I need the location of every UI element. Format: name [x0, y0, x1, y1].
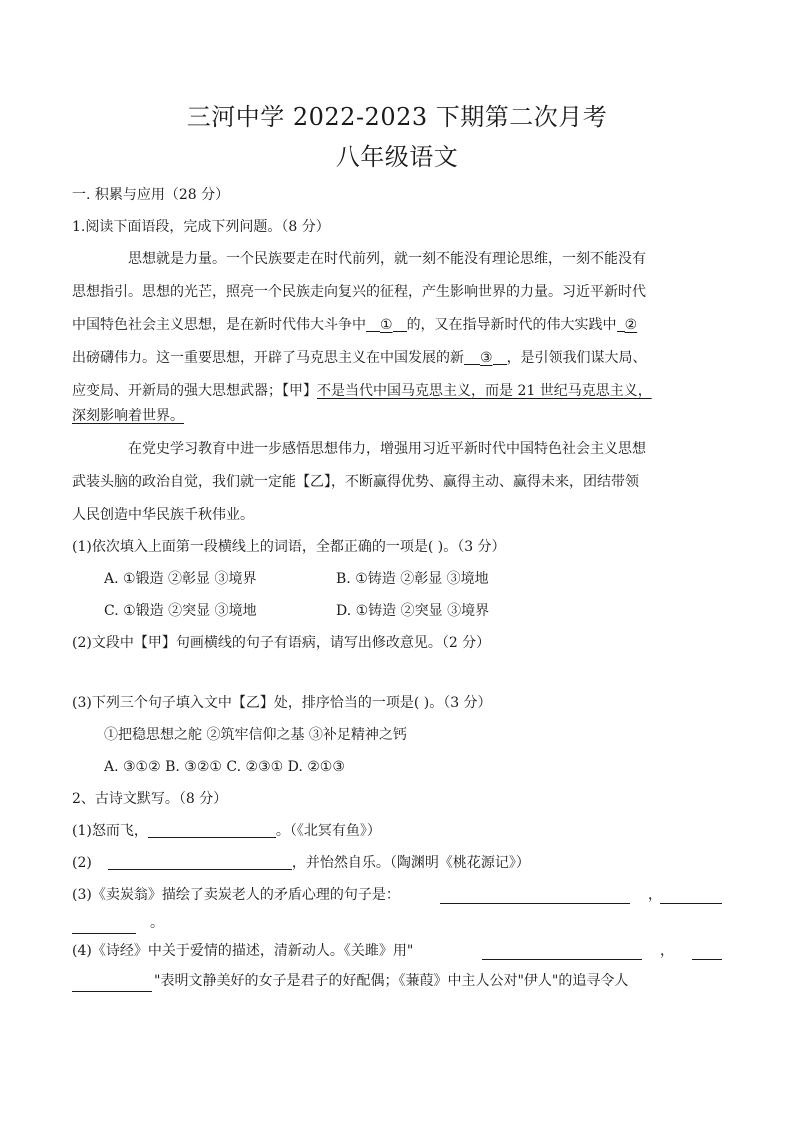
sub-question-3: (3)下列三个句子填入文中【乙】处，排序恰当的一项是( )。（3 分）	[72, 695, 492, 711]
passage-line	[72, 347, 647, 369]
passage-text: 中国特色社会主义思想，是在新时代伟大斗争中	[72, 317, 366, 333]
passage-line: 思想指引。思想的光芒，照亮一个民族走向复兴的征程，产生影响世界的力量。习近平新时代	[72, 284, 646, 300]
recite-text: (1)怒而飞，	[72, 823, 148, 839]
blank-2: ②	[624, 317, 638, 333]
answer-blank[interactable]	[482, 958, 642, 960]
answer-blank[interactable]	[108, 853, 292, 870]
recite-item-2	[72, 852, 530, 874]
answer-blank[interactable]	[660, 902, 722, 904]
blank-line	[393, 315, 407, 332]
answer-blank[interactable]	[72, 990, 152, 992]
sub-question-1: (1)依次填入上面第一段横线上的词语，全都正确的一项是( )。（3 分）	[72, 539, 506, 555]
section-heading: 一. 积累与应用（28 分）	[72, 187, 230, 203]
recite-item-3	[72, 884, 400, 906]
recite-text: 。（《北冥有鱼》）	[275, 823, 381, 839]
sub-question-3-items: ①把稳思想之舵 ②筑牢信仰之基 ③补足精神之钙	[104, 727, 407, 743]
recite-comma: ，	[648, 887, 662, 903]
option-a: A. ①锻造 ②彰显 ③境界	[104, 571, 257, 587]
recite-item-1	[72, 820, 381, 842]
blank-line	[617, 315, 625, 332]
passage-line	[72, 405, 184, 427]
recite-text: (2)	[72, 855, 92, 871]
passage-line	[72, 380, 652, 402]
blank-line	[366, 315, 380, 332]
passage-text: 应变局、开新局的强大思想武器；【甲】	[72, 383, 317, 399]
passage-line: 在党史学习教育中进一步感悟思想伟力，增强用习近平新时代中国特色社会主义思想	[128, 441, 646, 457]
underlined-sentence: 不是当代中国马克思主义，而是 21 世纪马克思主义，	[317, 383, 652, 399]
option-c: C. ①锻造 ②突显 ③境地	[104, 603, 257, 619]
passage-line: 思想就是力量。一个民族要走在时代前列，就一刻不能没有理论思维，一刻不能没有	[128, 251, 646, 267]
question-2-stem: 2、古诗文默写。（8 分）	[72, 791, 228, 807]
recite-comma: ，	[660, 943, 674, 959]
blank-1: ①	[380, 317, 393, 333]
recite-item-4	[72, 940, 413, 962]
underlined-sentence: 深刻影响着世界。	[72, 408, 184, 424]
question-1-stem: 1.阅读下面语段，完成下列问题。（8 分）	[72, 219, 330, 235]
recite-end: 。	[150, 915, 164, 931]
recite-text: "表明文静美好的女子是君子的好配偶；《蒹葭》中主人公对"伊人"的追寻令人	[154, 973, 629, 989]
recite-text: (3)《卖炭翁》描绘了卖炭老人的矛盾心理的句子是：	[72, 887, 400, 903]
answer-blank[interactable]	[440, 902, 630, 904]
passage-text: 出磅礴伟力。这一重要思想，开辟了马克思主义在中国发展的新	[72, 350, 464, 366]
passage-text: ，是引领我们谋大局、	[506, 350, 647, 366]
blank-line	[493, 348, 507, 365]
answer-blank[interactable]	[692, 958, 722, 960]
passage-line	[72, 314, 637, 336]
recite-text: (4)《诗经》中关于爱情的描述，清新动人。《关雎》用"	[72, 943, 414, 959]
recite-text: ，并怡然自乐。（陶渊明《桃花源记》）	[291, 855, 530, 871]
passage-line: 人民创造中华民族千秋伟业。	[72, 507, 254, 523]
option-b: B. ①铸造 ②彰显 ③境地	[336, 571, 489, 587]
answer-blank[interactable]	[148, 821, 276, 838]
passage-line: 武装头脑的政治自觉，我们就一定能【乙】，不断赢得优势、赢得主动、赢得未来，团结带领	[72, 474, 639, 490]
answer-blank[interactable]	[72, 932, 136, 934]
passage-text: 的，又在指导新时代的伟大实践中	[406, 317, 617, 333]
blank-3: ③	[480, 350, 493, 366]
sub-question-2: (2)文段中【甲】句画横线的句子有语病，请写出修改意见。（2 分）	[72, 635, 491, 651]
page-title: 三河中学 2022-2023 下期第二次月考	[186, 103, 608, 131]
page-subtitle: 八年级语文	[335, 143, 459, 171]
option-d: D. ①铸造 ②突显 ③境界	[336, 603, 490, 619]
blank-line	[464, 348, 480, 365]
sub-question-3-options: A. ③①② B. ③②① C. ②③① D. ②①③	[104, 759, 345, 775]
